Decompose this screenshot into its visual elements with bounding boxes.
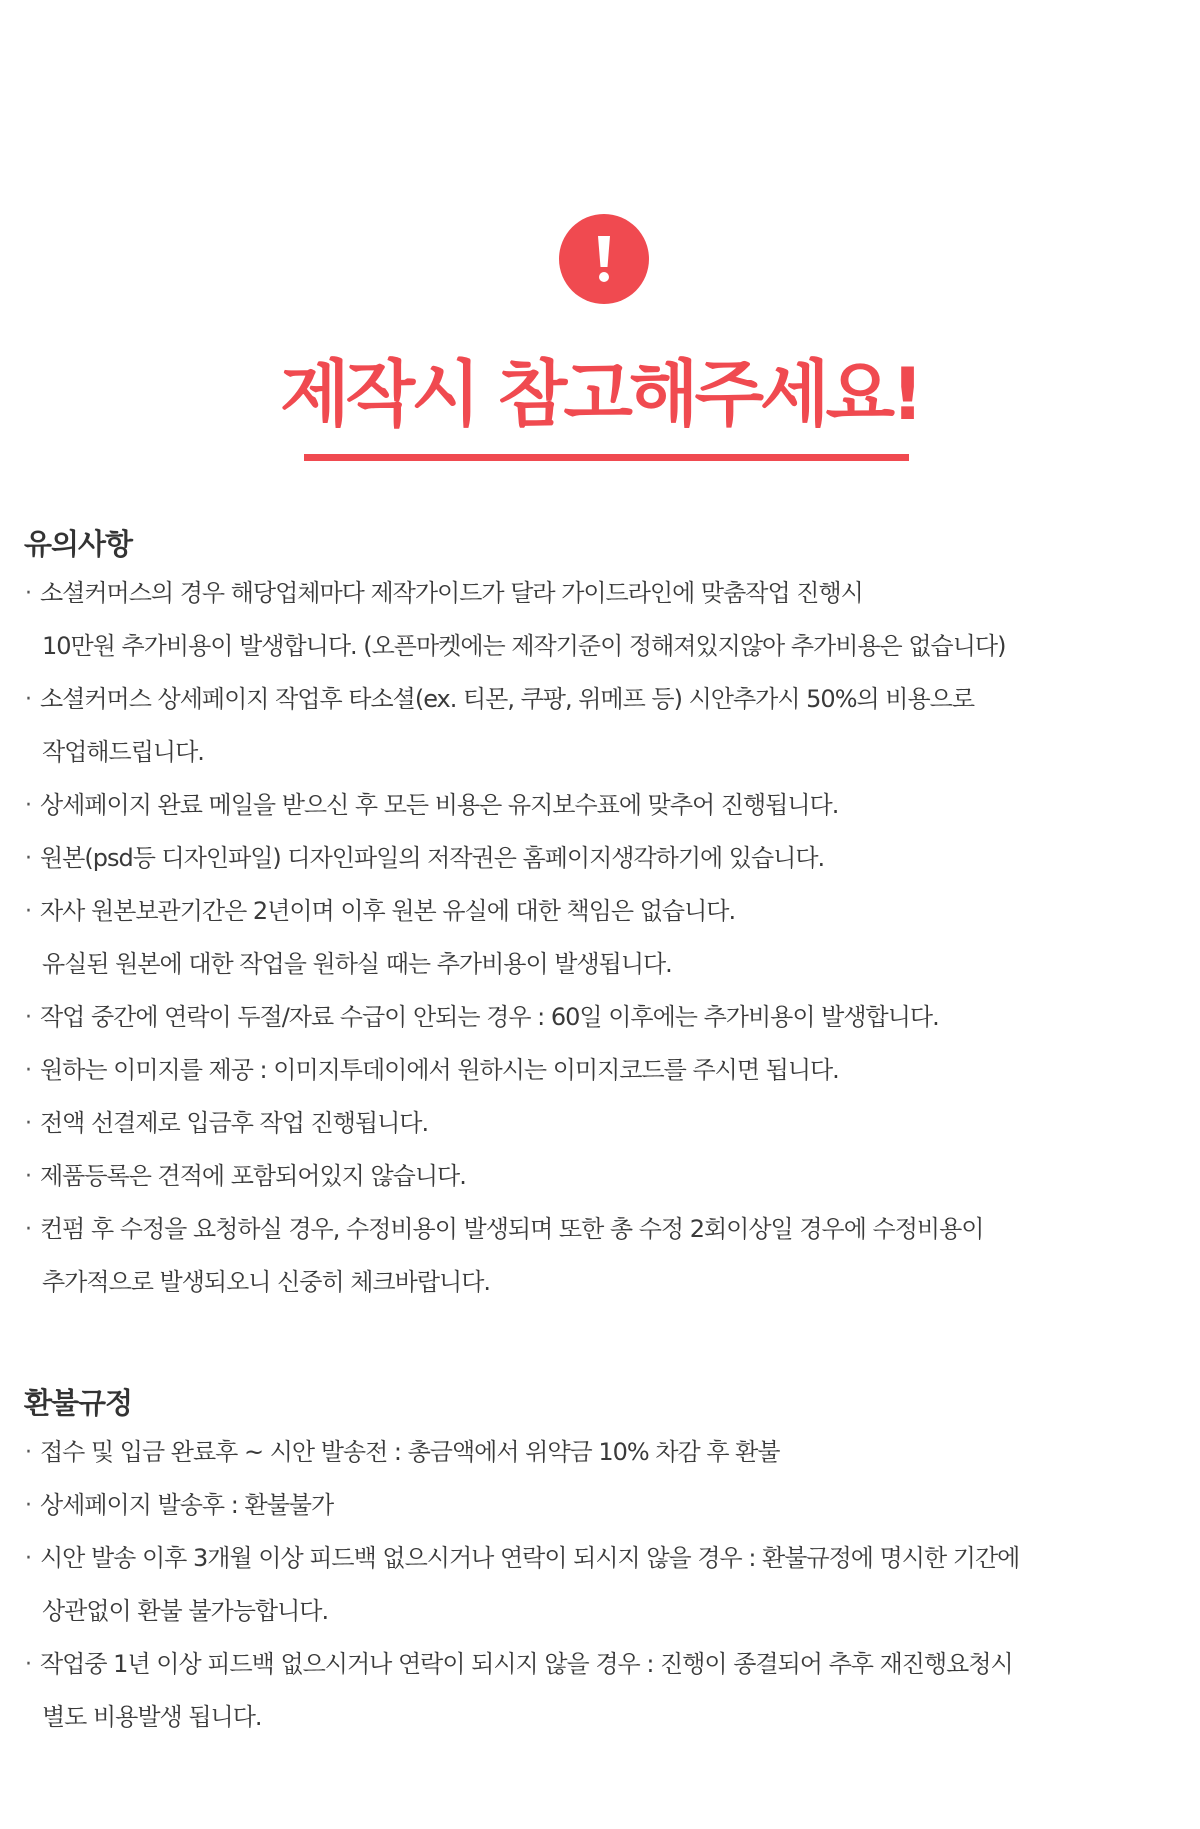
refund-item-line <box>0 1638 1200 1691</box>
notices-item-text: 상세페이지 완료 메일을 받으신 후 모든 비용은 유지보수표에 맞추어 진행됩니다. <box>40 791 839 819</box>
bullet-dot: · <box>25 1058 31 1083</box>
exclamation-icon <box>559 214 649 304</box>
bullet-dot: · <box>25 1111 31 1136</box>
notices-item-line <box>0 832 1200 885</box>
notices-item-text: 작업 중간에 연락이 두절/자료 수급이 안되는 경우 : 60일 이후에는 추가비용이 발생합니다. <box>40 1003 939 1031</box>
bullet-dot: · <box>25 1652 31 1677</box>
bullet-dot: · <box>25 1005 31 1030</box>
bullet-dot: · <box>25 1217 31 1242</box>
refund-item-text: 상관없이 환불 불가능합니다. <box>42 1597 329 1625</box>
refund-item-text: 별도 비용발생 됩니다. <box>42 1703 262 1731</box>
notices-item-text: 소셜커머스 상세페이지 작업후 타소셜(ex. 티몬, 쿠팡, 위메프 등) 시안추가시 50%의 비용으로 <box>40 685 975 713</box>
notices-item-line <box>0 885 1200 938</box>
bullet-dot: · <box>25 1546 31 1571</box>
notices-item-line <box>0 1097 1200 1150</box>
bullet-dot: · <box>25 1164 31 1189</box>
notices-heading: 유의사항 <box>24 527 133 561</box>
notices-item-line <box>0 1150 1200 1203</box>
notices-item-text: 10만원 추가비용이 발생합니다. (오픈마켓에는 제작기준이 정해져있지않아 추가비용은 없습니다) <box>42 632 1006 660</box>
bullet-dot: · <box>25 793 31 818</box>
notices-item-text: 제품등록은 견적에 포함되어있지 않습니다. <box>40 1162 466 1190</box>
bullet-dot: · <box>25 1440 31 1465</box>
refund-item-text: 작업중 1년 이상 피드백 없으시거나 연락이 되시지 않을 경우 : 진행이 종결되어 추후 재진행요청시 <box>40 1650 1013 1678</box>
bullet-dot: · <box>25 581 31 606</box>
refund-item-text: 상세페이지 발송후 : 환불불가 <box>40 1491 334 1519</box>
notices-item-text: 작업해드립니다. <box>42 738 204 766</box>
notices-item-line <box>0 1256 1200 1309</box>
notices-item-line <box>0 991 1200 1044</box>
notices-item-text: 원본(psd등 디자인파일) 디자인파일의 저작권은 홈페이지생각하기에 있습니다. <box>40 844 825 872</box>
refund-item-line <box>0 1585 1200 1638</box>
notices-item-line <box>0 673 1200 726</box>
bullet-dot: · <box>25 899 31 924</box>
bullet-dot: · <box>25 846 31 871</box>
notices-item-text: 소셜커머스의 경우 해당업체마다 제작가이드가 달라 가이드라인에 맞춤작업 진행시 <box>40 579 863 607</box>
notices-item-text: 추가적으로 발생되오니 신중히 체크바랍니다. <box>42 1268 491 1296</box>
refund-item-line <box>0 1691 1200 1744</box>
notices-item-line <box>0 938 1200 991</box>
notices-item-text: 전액 선결제로 입금후 작업 진행됩니다. <box>40 1109 429 1137</box>
notices-item-text: 자사 원본보관기간은 2년이며 이후 원본 유실에 대한 책임은 없습니다. <box>40 897 736 925</box>
notices-item-text: 원하는 이미지를 제공 : 이미지투데이에서 원하시는 이미지코드를 주시면 됩니다. <box>40 1056 839 1084</box>
notices-item-line <box>0 1044 1200 1097</box>
refund-item-line <box>0 1479 1200 1532</box>
refund-item-line <box>0 1532 1200 1585</box>
refund-item-text: 접수 및 입금 완료후 ~ 시안 발송전 : 총금액에서 위약금 10% 차감 후 환불 <box>40 1438 780 1466</box>
refund-item-line <box>0 1426 1200 1479</box>
page-title: 제작시 참고해주세요! <box>280 352 920 436</box>
notices-item-text: 컨펌 후 수정을 요청하실 경우, 수정비용이 발생되며 또한 총 수정 2회이상일 경우에 수정비용이 <box>40 1215 984 1243</box>
notices-item-line <box>0 567 1200 620</box>
bullet-dot: · <box>25 687 31 712</box>
bullet-dot: · <box>25 1493 31 1518</box>
title-underline <box>304 454 909 461</box>
notices-item-line <box>0 1203 1200 1256</box>
refund-item-text: 시안 발송 이후 3개월 이상 피드백 없으시거나 연락이 되시지 않을 경우 : 환불규정에 명시한 기간에 <box>40 1544 1020 1572</box>
notices-item-line <box>0 620 1200 673</box>
refund-heading: 환불규정 <box>24 1386 133 1420</box>
notices-item-line <box>0 726 1200 779</box>
notices-item-text: 유실된 원본에 대한 작업을 원하실 때는 추가비용이 발생됩니다. <box>42 950 672 978</box>
notices-item-line <box>0 779 1200 832</box>
